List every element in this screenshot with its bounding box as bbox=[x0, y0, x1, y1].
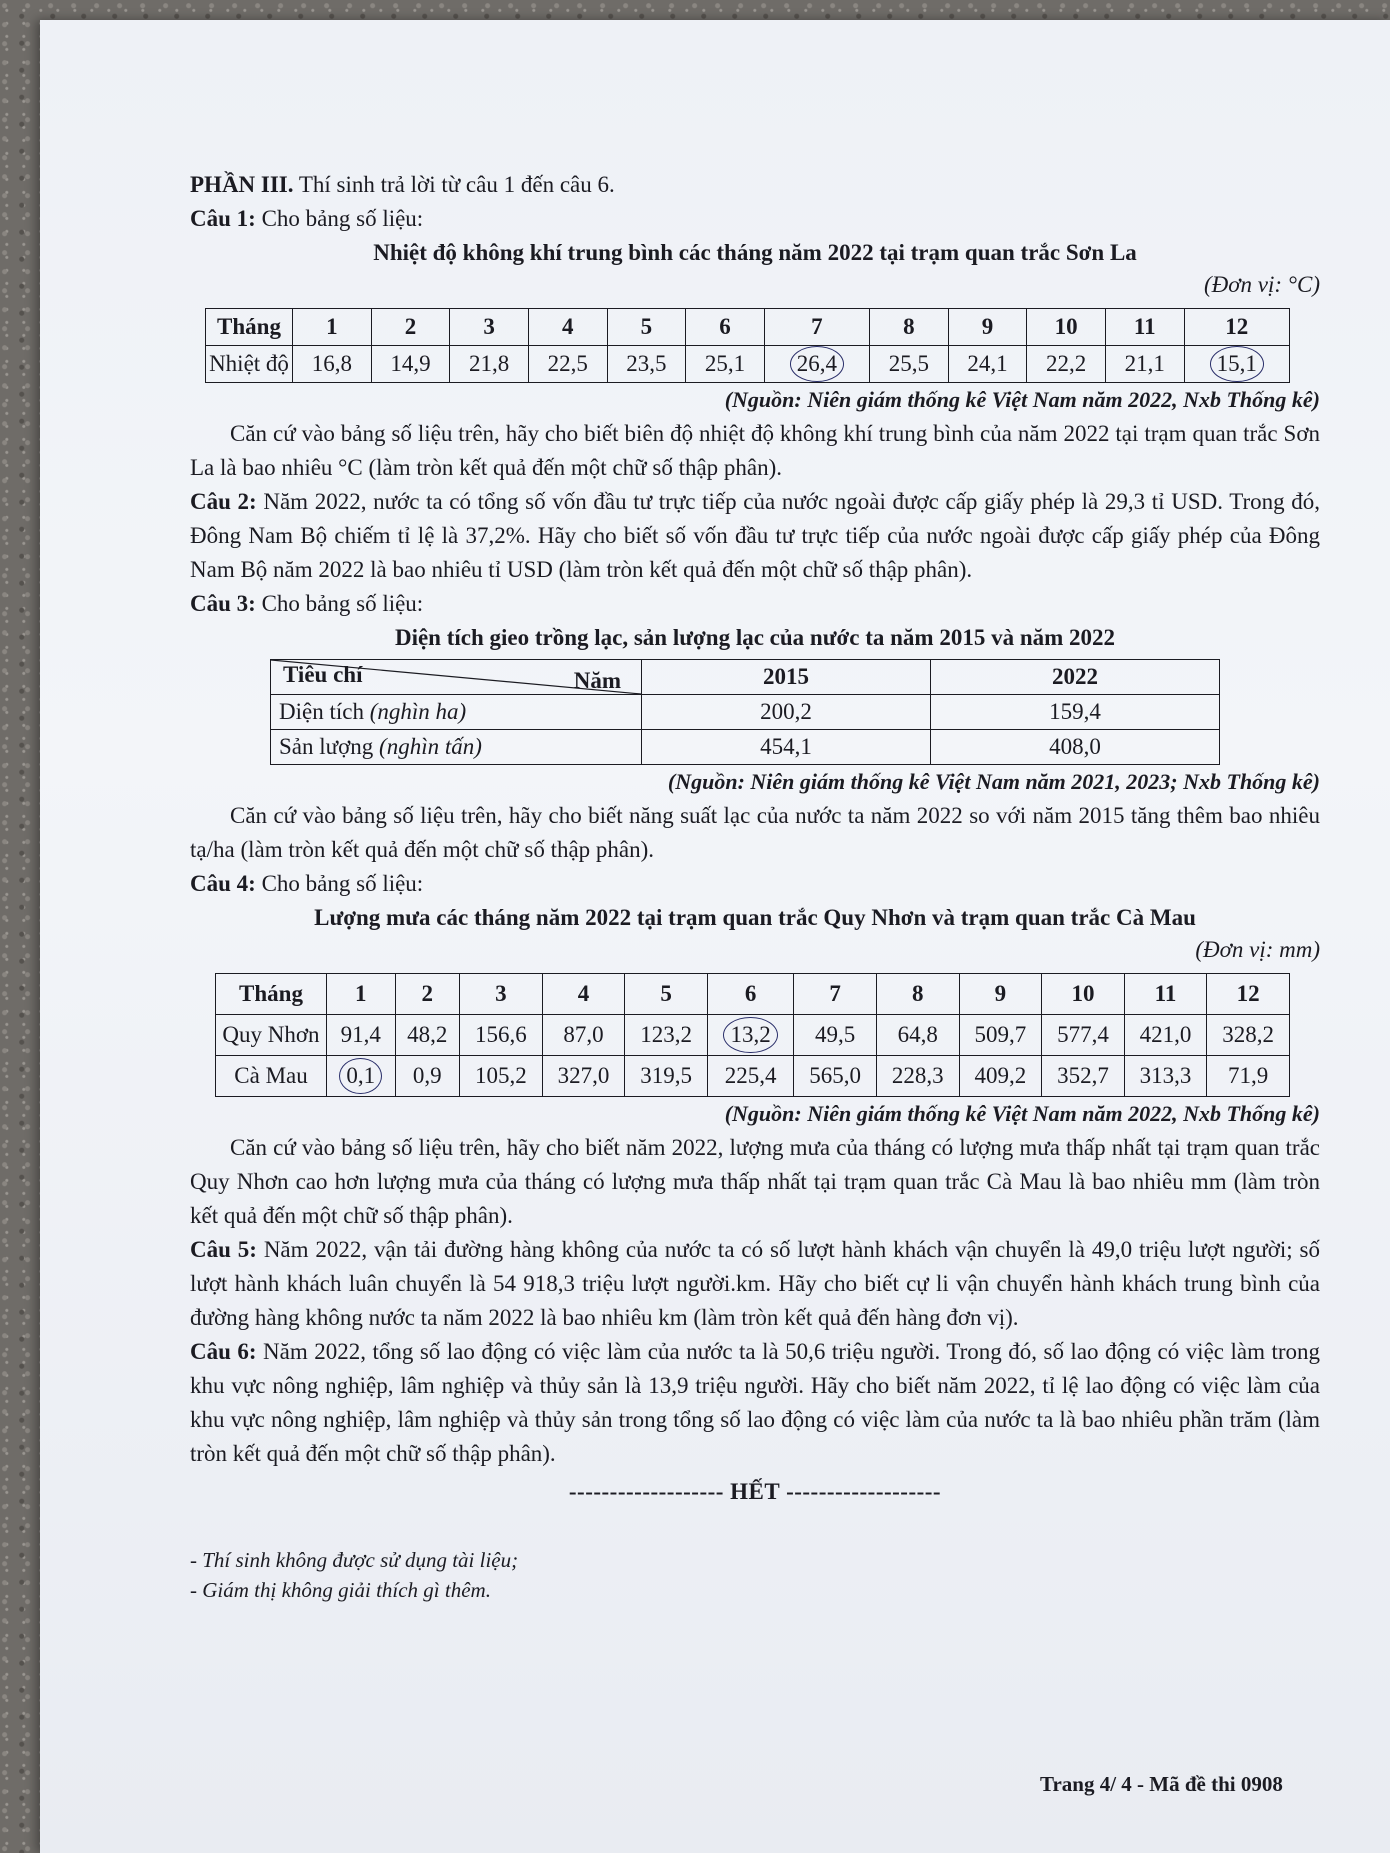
q3-table-title: Diện tích gieo trồng lạc, sản lượng lạc của nước ta năm 2015 và năm 2022 bbox=[394, 625, 1116, 650]
q3-question: Căn cứ vào bảng số liệu trên, hãy cho biết năng suất lạc của nước ta năm 2022 so với năm 2015 tăng thêm bao nhiêu tạ/ha (làm tròn kết quả đến một chữ số thập phân). bbox=[190, 803, 1320, 862]
rain-cell: 313,3 bbox=[1124, 1056, 1207, 1097]
month-cell: 6 bbox=[707, 974, 794, 1015]
temp-cell: 16,8 bbox=[293, 346, 372, 383]
exam-notes bbox=[190, 1545, 1320, 1605]
month-cell: 3 bbox=[450, 309, 529, 346]
temp-cell: 22,2 bbox=[1027, 346, 1106, 383]
table-cell: 408,0 bbox=[931, 730, 1220, 765]
rain-cell: 123,2 bbox=[625, 1015, 708, 1056]
note-line: - Giám thị không giải thích gì thêm. bbox=[190, 1578, 491, 1602]
header-year: Năm bbox=[573, 668, 621, 693]
rain-cell: 105,2 bbox=[460, 1056, 543, 1097]
q1-source: (Nguồn: Niên giám thống kê Việt Nam năm 2022, Nxb Thống kê) bbox=[724, 387, 1320, 412]
month-cell: 2 bbox=[395, 974, 460, 1015]
page-footer: Trang 4/ 4 - Mã đề thi 0908 bbox=[1040, 1772, 1283, 1796]
month-cell: 5 bbox=[607, 309, 686, 346]
month-cell: 5 bbox=[625, 974, 708, 1015]
q4-table-title: Lượng mưa các tháng năm 2022 tại trạm quan trắc Quy Nhơn và trạm quan trắc Cà Mau bbox=[314, 905, 1196, 930]
rain-cell: 327,0 bbox=[542, 1056, 625, 1097]
q5-question: Câu 5: Năm 2022, vận tải đường hàng không của nước ta có số lượt hành khách vận chuyển là 49,0 triệu lượt người; số lượt hành khách luân chuyển là 54 918,3 triệu lượt người.km. Hãy cho biết cự li vận chuyển hành khách trung bình của đường hàng không nước ta năm 2022 là bao nhiêu km (làm tròn kết quả đến hàng đơn vị). bbox=[190, 1237, 1320, 1330]
part-heading: PHẦN III. Thí sinh trả lời từ câu 1 đến câu 6. bbox=[190, 172, 615, 197]
handwritten-circle: 0,1 bbox=[339, 1058, 382, 1094]
q1-intro: Câu 1: Cho bảng số liệu: bbox=[190, 206, 424, 231]
rain-cell: 577,4 bbox=[1042, 1015, 1125, 1056]
q2-question: Câu 2: Năm 2022, nước ta có tổng số vốn đầu tư trực tiếp của nước ngoài được cấp giấy phép là 29,3 tỉ USD. Trong đó, Đông Nam Bộ chiếm tỉ lệ là 37,2%. Hãy cho biết số vốn đầu tư trực tiếp của nước ngoài được cấp giấy phép của Đông Nam Bộ năm 2022 là bao nhiêu tỉ USD (làm tròn kết quả đến một chữ số thập phân). bbox=[190, 489, 1320, 582]
rain-cell: 91,4 bbox=[327, 1015, 396, 1056]
month-header: Tháng bbox=[216, 974, 327, 1015]
end-marker: ------------------- HẾT ------------------- bbox=[568, 1479, 942, 1504]
month-cell: 3 bbox=[460, 974, 543, 1015]
month-cell: 11 bbox=[1105, 309, 1184, 346]
rain-cell: 228,3 bbox=[876, 1056, 959, 1097]
temp-cell: 25,1 bbox=[686, 346, 765, 383]
month-cell: 2 bbox=[371, 309, 450, 346]
row-label: Sản lượng (nghìn tấn) bbox=[271, 730, 642, 765]
temp-cell: 25,5 bbox=[870, 346, 949, 383]
rain-cell: 64,8 bbox=[876, 1015, 959, 1056]
rain-cell: 409,2 bbox=[959, 1056, 1042, 1097]
rain-cell: 156,6 bbox=[460, 1015, 543, 1056]
rain-cell: 48,2 bbox=[395, 1015, 460, 1056]
diagonal-header-cell bbox=[271, 660, 642, 695]
peanut-table bbox=[270, 659, 1220, 765]
month-cell: 4 bbox=[528, 309, 607, 346]
month-cell: 8 bbox=[876, 974, 959, 1015]
month-cell: 9 bbox=[959, 974, 1042, 1015]
q4-question: Căn cứ vào bảng số liệu trên, hãy cho biết năm 2022, lượng mưa của tháng có lượng mưa thấp nhất tại trạm quan trắc Quy Nhơn cao hơn lượng mưa của tháng có lượng mưa thấp nhất tại trạm quan trắc Cà Mau là bao nhiêu mm (làm tròn kết quả đến một chữ số thập phân). bbox=[190, 1135, 1320, 1228]
rain-cell: 352,7 bbox=[1042, 1056, 1125, 1097]
rain-cell: 421,0 bbox=[1124, 1015, 1207, 1056]
rain-cell bbox=[327, 1056, 396, 1097]
month-cell: 9 bbox=[948, 309, 1027, 346]
temp-cell: 21,1 bbox=[1105, 346, 1184, 383]
temp-cell: 22,5 bbox=[528, 346, 607, 383]
q3-intro: Câu 3: Cho bảng số liệu: bbox=[190, 591, 424, 616]
month-cell: 7 bbox=[764, 309, 869, 346]
month-cell: 12 bbox=[1207, 974, 1290, 1015]
note-line: - Thí sinh không được sử dụng tài liệu; bbox=[190, 1548, 519, 1572]
handwritten-circle: 26,4 bbox=[790, 346, 844, 382]
month-cell: 7 bbox=[794, 974, 877, 1015]
table-row bbox=[271, 730, 1220, 765]
rain-cell: 565,0 bbox=[794, 1056, 877, 1097]
q4-source: (Nguồn: Niên giám thống kê Việt Nam năm 2022, Nxb Thống kê) bbox=[724, 1101, 1320, 1126]
station-name: Cà Mau bbox=[216, 1056, 327, 1097]
table-cell: 454,1 bbox=[642, 730, 931, 765]
month-cell: 11 bbox=[1124, 974, 1207, 1015]
rain-cell: 328,2 bbox=[1207, 1015, 1290, 1056]
row-label: Diện tích (nghìn ha) bbox=[271, 695, 642, 730]
year-2022: 2022 bbox=[931, 660, 1220, 695]
q1-question: Căn cứ vào bảng số liệu trên, hãy cho biết biên độ nhiệt độ không khí trung bình của năm 2022 tại trạm quan trắc Sơn La là bao nhiêu °C (làm tròn kết quả đến một chữ số thập phân). bbox=[190, 421, 1320, 480]
station-name: Quy Nhơn bbox=[216, 1015, 327, 1056]
month-cell: 10 bbox=[1027, 309, 1106, 346]
q1-table-title: Nhiệt độ không khí trung bình các tháng năm 2022 tại trạm quan trắc Sơn La bbox=[373, 240, 1137, 265]
q4-intro: Câu 4: Cho bảng số liệu: bbox=[190, 871, 424, 896]
header-criteria: Tiêu chí bbox=[283, 662, 363, 687]
month-cell: 1 bbox=[293, 309, 372, 346]
q3-source: (Nguồn: Niên giám thống kê Việt Nam năm 2021, 2023; Nxb Thống kê) bbox=[667, 769, 1320, 794]
rain-cell: 509,7 bbox=[959, 1015, 1042, 1056]
table-row bbox=[271, 695, 1220, 730]
rain-cell: 49,5 bbox=[794, 1015, 877, 1056]
handwritten-circle: 15,1 bbox=[1210, 346, 1264, 382]
temp-cell: 14,9 bbox=[371, 346, 450, 383]
temperature-table bbox=[205, 308, 1290, 383]
q1-unit: (Đơn vị: °C) bbox=[1204, 272, 1320, 297]
month-cell: 12 bbox=[1184, 309, 1289, 346]
rain-cell: 319,5 bbox=[625, 1056, 708, 1097]
year-2015: 2015 bbox=[642, 660, 931, 695]
q4-unit: (Đơn vị: mm) bbox=[1195, 937, 1320, 962]
rain-cell: 71,9 bbox=[1207, 1056, 1290, 1097]
month-cell: 1 bbox=[327, 974, 396, 1015]
month-cell: 6 bbox=[686, 309, 765, 346]
temp-cell: 21,8 bbox=[450, 346, 529, 383]
table-cell: 200,2 bbox=[642, 695, 931, 730]
month-cell: 4 bbox=[542, 974, 625, 1015]
rainfall-table bbox=[215, 973, 1290, 1097]
temp-cell: 23,5 bbox=[607, 346, 686, 383]
month-cell: 10 bbox=[1042, 974, 1125, 1015]
temp-header: Nhiệt độ bbox=[206, 346, 293, 383]
table-cell: 159,4 bbox=[931, 695, 1220, 730]
rain-cell: 87,0 bbox=[542, 1015, 625, 1056]
temp-cell bbox=[1184, 346, 1289, 383]
temp-cell bbox=[764, 346, 869, 383]
month-header: Tháng bbox=[206, 309, 293, 346]
month-cell: 8 bbox=[870, 309, 949, 346]
exam-content bbox=[190, 168, 1320, 1605]
exam-paper bbox=[40, 20, 1390, 1853]
q6-question: Câu 6: Năm 2022, tổng số lao động có việc làm của nước ta là 50,6 triệu người. Trong đó, số lao động có việc làm trong khu vực nông nghiệp, lâm nghiệp và thủy sản là 13,9 triệu người. Hãy cho biết năm 2022, tỉ lệ lao động có việc làm của khu vực nông nghiệp, lâm nghiệp và thủy sản trong tổng số lao động có việc làm của nước ta là bao nhiêu phần trăm (làm tròn kết quả đến một chữ số thập phân). bbox=[190, 1339, 1320, 1466]
rain-cell: 225,4 bbox=[707, 1056, 794, 1097]
temp-cell: 24,1 bbox=[948, 346, 1027, 383]
handwritten-circle: 13,2 bbox=[723, 1017, 777, 1053]
rain-cell: 0,9 bbox=[395, 1056, 460, 1097]
rain-cell bbox=[707, 1015, 794, 1056]
